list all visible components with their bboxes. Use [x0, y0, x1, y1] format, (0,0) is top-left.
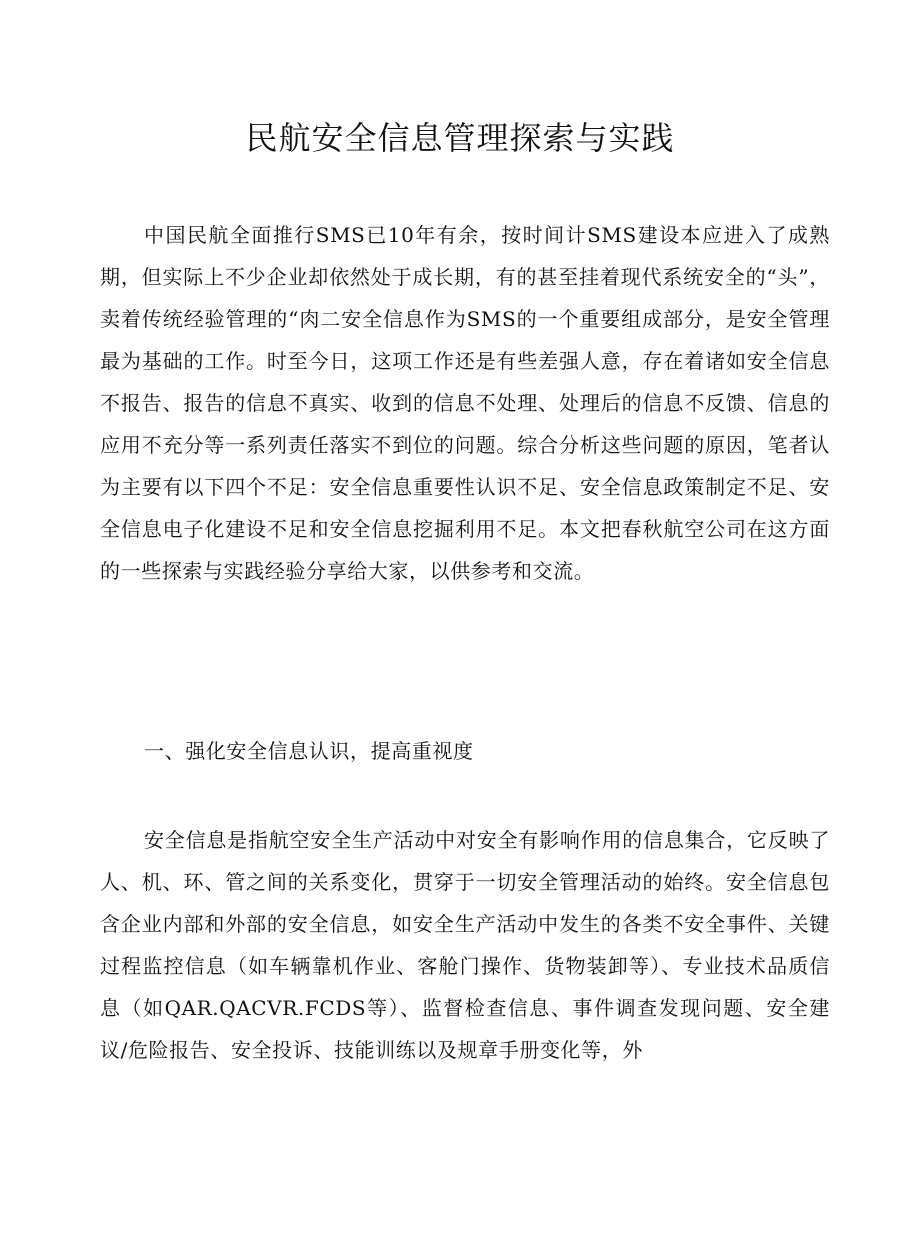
document-title: 民航安全信息管理探索与实践	[245, 119, 675, 157]
body-paragraph: 安全信息是指航空安全生产活动中对安全有影响作用的信息集合，它反映了人、机、环、管之间的关系变化，贯穿于一切安全管理活动的始终。安全信息包含企业内部和外部的安全信息，如安全生产活动中发生的各类不安全事件、关键过程监控信息（如车辆靠机作业、客舱门操作、货物装卸等）、专业技术品质信息（如QAR.QACVR.FCDS等）、监督检查信息、事件调查发现问题、安全建议/危险报告、安全投诉、技能训练以及规章手册变化等，外	[100, 828, 830, 1062]
intro-paragraph: 中国民航全面推行SMS已10年有余，按时间计SMS建设本应进入了成熟期，但实际上不少企业却依然处于成长期，有的甚至挂着现代系统安全的“头”，卖着传统经验管理的“肉二安全信息作为SMS的一个重要组成部分，是安全管理最为基础的工作。时至今日，这项工作还是有些差强人意，存在着诸如安全信息不报告、报告的信息不真实、收到的信息不处理、处理后的信息不反馈、信息的应用不充分等一系列责任落实不到位的问题。综合分析这些问题的原因，笔者认为主要有以下四个不足：安全信息重要性认识不足、安全信息政策制定不足、安全信息电子化建设不足和安全信息挖掘利用不足。本文把春秋航空公司在这方面的一些探索与实践经验分享给大家，以供参考和交流。	[100, 223, 830, 583]
section-heading: 一、强化安全信息认识，提高重视度	[144, 739, 474, 763]
